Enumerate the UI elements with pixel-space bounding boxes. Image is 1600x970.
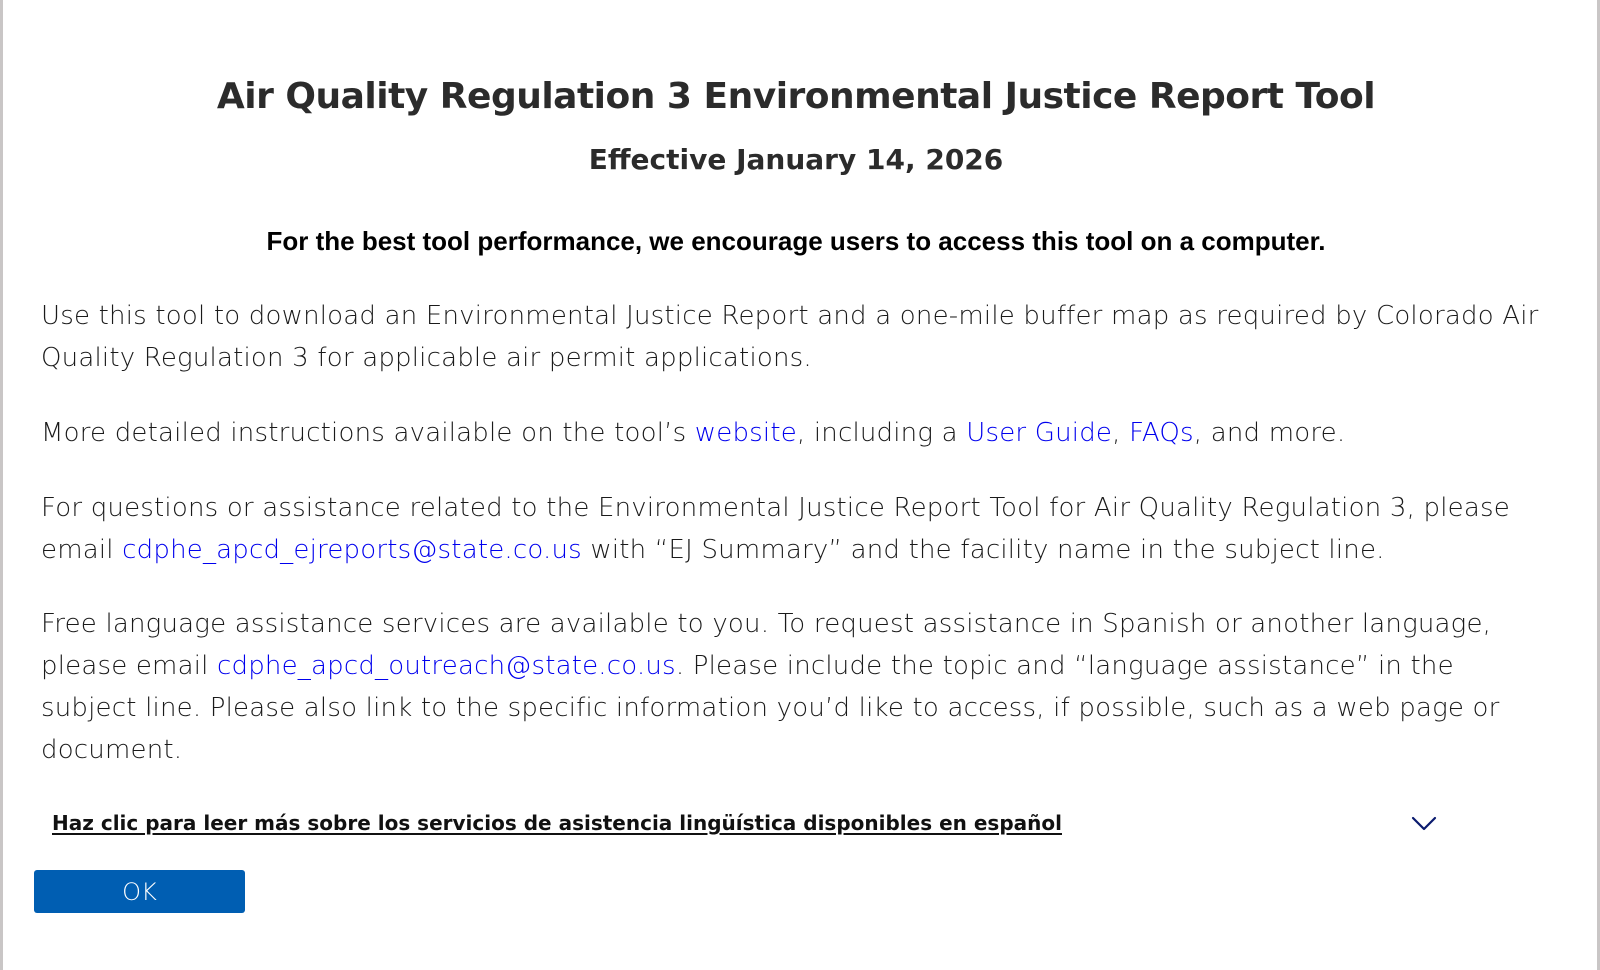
outreach-email-link[interactable]: cdphe_apcd_outreach@state.co.us <box>217 651 676 681</box>
instructions-paragraph <box>41 412 1551 454</box>
instructions-text-before: More detailed instructions available on the tool’s <box>41 418 695 448</box>
questions-text-before: For questions or assistance related to the Environmental Justice Report Tool for Air Quality Regulation 3, please email <box>41 493 1510 565</box>
chevron-down-icon[interactable] <box>1411 813 1437 833</box>
intro-paragraph: Use this tool to download an Environmental Justice Report and a one-mile buffer map as required by Colorado Air Quality Regulation 3 for applicable air permit applications. <box>41 301 1539 373</box>
accordion-label: Haz clic para leer más sobre los servicios de asistencia lingüística disponibles en español <box>52 811 1062 835</box>
instructions-text-mid2: , <box>1112 418 1130 448</box>
effective-date: Effective January 14, 2026 <box>588 143 1004 176</box>
language-text-before: Free language assistance services are available to you. To request assistance in Spanish or another language, please email <box>41 609 1492 681</box>
faqs-link[interactable]: FAQs <box>1129 418 1194 448</box>
spanish-assistance-accordion[interactable] <box>52 806 1452 840</box>
instructions-text-mid1: , including a <box>796 418 967 448</box>
ok-button[interactable]: OK <box>34 870 245 913</box>
splash-dialog <box>41 0 1571 970</box>
user-guide-link[interactable]: User Guide <box>966 418 1113 448</box>
instructions-text-after: , and more. <box>1193 418 1346 448</box>
dialog-title: Air Quality Regulation 3 Environmental Justice Report Tool <box>216 76 1376 117</box>
ejreports-email-link[interactable]: cdphe_apcd_ejreports@state.co.us <box>122 535 582 565</box>
language-text-after: . Please include the topic and “language assistance” in the subject line. Please also link to the specific information you’d like to access, if possible, such as a web page or document. <box>41 651 1500 765</box>
performance-note: For the best tool performance, we encourage users to access this tool on a computer. <box>266 226 1326 256</box>
website-link[interactable]: website <box>694 418 797 448</box>
questions-text-after: with “EJ Summary” and the facility name in the subject line. <box>581 535 1385 565</box>
language-assistance-paragraph <box>41 603 1551 771</box>
questions-paragraph <box>41 487 1551 571</box>
